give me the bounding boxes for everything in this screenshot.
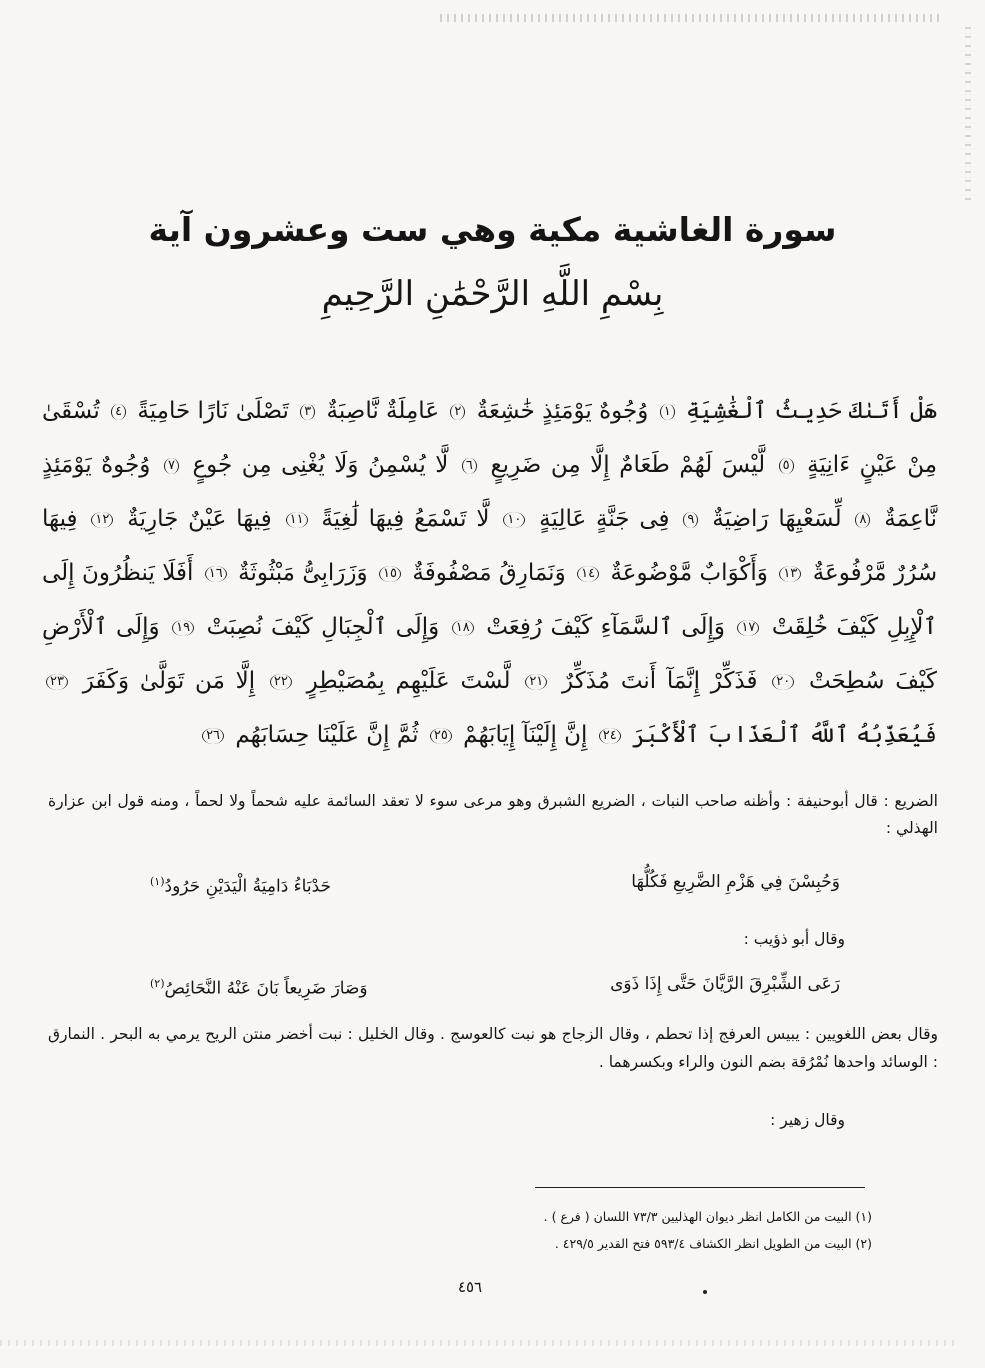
verse-number-marker: ١٤ xyxy=(577,566,599,582)
verse-text: فِى جَنَّةٍ عَالِيَةٍ xyxy=(539,506,670,532)
quran-verses-block xyxy=(42,384,937,762)
verse-number-marker: ١٧ xyxy=(737,620,759,636)
verse-text: أَفَلَا يَنظُرُونَ إِلَى ٱلْإِبِلِ كَيْفَ خُلِقَتْ xyxy=(42,560,938,640)
page-number: ٤٥٦ xyxy=(457,1278,483,1296)
verse-text: عَامِلَةٌ نَّاصِبَةٌ xyxy=(326,398,440,424)
verse-number-marker: ١٨ xyxy=(452,620,474,636)
poem-2-first-hemistich: رَعَى الشِّبْرِقَ الرَّيَّانَ حَتَّى إِذَا ذَوَى xyxy=(610,974,840,994)
verse-text: إِنَّ إِلَيْنَآ إِيَابَهُمْ xyxy=(463,722,588,748)
verse-text: تَصْلَىٰ نَارًا حَامِيَةً xyxy=(137,398,289,424)
surah-title: سورة الغاشية مكية وهي ست وعشرون آية xyxy=(148,210,837,249)
footnote-1: (١) البيت من الكامل انظر ديوان الهذليين ٧٣/٣ اللسان ( فرع ) . xyxy=(543,1209,872,1224)
poem-1-second-hemistich: حَدْبَاءُ دَامِيَةُ الْيَدَيْنِ حَرُودُ xyxy=(164,876,332,897)
verse-number-marker: ١٥ xyxy=(379,566,401,582)
verse-number-marker: ٧ xyxy=(164,458,179,474)
footnotes-list xyxy=(300,1203,872,1257)
verse-text: لِّسَعْيِهَا رَاضِيَةٌ xyxy=(712,506,842,532)
verse-text: إِلَّا مَن تَوَلَّىٰ وَكَفَرَ xyxy=(82,668,256,694)
basmala: بِسْمِ اللَّهِ الرَّحْمَٰنِ الرَّحِيمِ xyxy=(321,274,664,314)
verse-text: فَذَكِّرْ إِنَّمَآ أَنتَ مُذَكِّرٌ xyxy=(562,668,758,694)
poem-verse-2 xyxy=(150,964,840,1004)
verse-text: تُسْقَىٰ مِنْ عَيْنٍ ءَانِيَةٍ xyxy=(42,398,938,478)
verse-text: فِيهَا سُرُرٌ مَّرْفُوعَةٌ xyxy=(42,506,938,586)
verse-number-marker: ٣ xyxy=(300,404,315,420)
verse-text: وَزَرَابِىُّ مَبْثُوثَةٌ xyxy=(238,560,368,586)
scan-noise-top xyxy=(440,14,940,22)
verse-text: فَيُعَذِّبُهُ ٱللَّهُ ٱلْعَذَابَ ٱلْأَكْبَرَ xyxy=(632,722,937,748)
verse-number-marker: ٢١ xyxy=(525,674,547,690)
verse-number-marker: ١ xyxy=(660,404,675,420)
verse-number-marker: ٢٣ xyxy=(46,674,68,690)
verse-text: وَإِلَى ٱلسَّمَآءِ كَيْفَ رُفِعَتْ xyxy=(486,614,725,640)
verse-text: هَلْ أَتَىٰكَ حَدِيثُ ٱلْغَٰشِيَةِ xyxy=(686,398,938,424)
commentary-paragraph-1: الضريع : قال أبوحنيفة : وأظنه صاحب النبات ، الضريع الشبرق وهو مرعى سوء لا تعقد السائمة عليه شحماً ولا لحماً ، ومنه قول ابن عزارة الهذلي : xyxy=(48,792,938,837)
verse-number-marker: ١١ xyxy=(286,512,308,528)
verse-number-marker: ٢ xyxy=(450,404,465,420)
poem-1-second-hemistich-wrap xyxy=(150,862,331,907)
poem-2-second-hemistich: وَصَارَ ضَرِيعاً بَانَ عَنْهُ النَّحَائِصُ xyxy=(164,978,368,999)
verse-number-marker: ٢٠ xyxy=(772,674,794,690)
poem-2-second-hemistich-wrap xyxy=(150,964,368,1009)
verse-text: ثُمَّ إِنَّ عَلَيْنَا حِسَابَهُم xyxy=(235,722,419,748)
verse-text: فِيهَا عَيْنٌ جَارِيَةٌ xyxy=(127,506,272,532)
verse-text: وَإِلَى ٱلْأَرْضِ كَيْفَ سُطِحَتْ xyxy=(42,614,937,694)
verse-number-marker: ١٢ xyxy=(91,512,113,528)
verse-number-marker: ٢٢ xyxy=(270,674,292,690)
verse-number-marker: ٨ xyxy=(855,512,870,528)
poet-intro-zuhayr: وقال زهير : xyxy=(770,1111,845,1129)
scan-noise-right xyxy=(965,20,971,200)
poem-verse-1 xyxy=(150,862,840,902)
footnote-marker-2: (٢) xyxy=(150,977,165,990)
verse-number-marker: ٢٤ xyxy=(599,728,621,744)
verse-number-marker: ٢٦ xyxy=(202,728,224,744)
footnote-divider xyxy=(535,1187,865,1188)
verse-number-marker: ٦ xyxy=(462,458,477,474)
verse-text: وَنَمَارِقُ مَصْفُوفَةٌ xyxy=(412,560,566,586)
verse-text: لَّسْتَ عَلَيْهِم بِمُصَيْطِرٍ xyxy=(306,668,511,694)
verse-number-marker: ١٩ xyxy=(172,620,194,636)
scan-noise-bottom xyxy=(0,1340,960,1346)
ink-dot xyxy=(703,1290,707,1294)
commentary-paragraph-2: وقال بعض اللغويين : يبيس العرفج إذا تحطم ، وقال الزجاج هو نبت كالعوسج . وقال الخليل : نبت أخضر منتن الريح يرمي به البحر . النمارق : الوسائد واحدها نُمْرُقة بضم النون والراء وبكسرهما . xyxy=(48,1025,938,1071)
footnote-2: (٢) البيت من الطويل انظر الكشاف ٥٩٣/٤ فتح القدير ٤٢٩/٥ . xyxy=(554,1236,872,1251)
verse-number-marker: ١٦ xyxy=(205,566,227,582)
verse-text: وَإِلَى ٱلْجِبَالِ كَيْفَ نُصِبَتْ xyxy=(206,614,440,640)
poet-intro-abu-dhuayb: وقال أبو ذؤيب : xyxy=(743,930,845,948)
poem-1-first-hemistich: وَحُبِسْنَ فِي هَزْمِ الضَّرِيعِ فَكُلُّهَا xyxy=(631,872,840,892)
verse-text: لَّا تَسْمَعُ فِيهَا لَٰغِيَةً xyxy=(321,506,490,532)
verse-text: وُجُوهٌ يَوْمَئِذٍ خَٰشِعَةٌ xyxy=(476,398,649,424)
verse-number-marker: ١٣ xyxy=(779,566,801,582)
footnote-marker-1: (١) xyxy=(150,875,165,888)
verse-number-marker: ٤ xyxy=(111,404,126,420)
verse-number-marker: ٩ xyxy=(683,512,698,528)
verse-text: لَّيْسَ لَهُمْ طَعَامٌ إِلَّا مِن ضَرِيعٍ xyxy=(490,452,766,478)
verse-number-marker: ١٠ xyxy=(503,512,525,528)
verse-text: وَأَكْوَابٌ مَّوْضُوعَةٌ xyxy=(610,560,768,586)
verse-number-marker: ٢٥ xyxy=(430,728,452,744)
verse-text: وُجُوهٌ يَوْمَئِذٍ نَّاعِمَةٌ xyxy=(42,452,938,532)
verse-text: لَّا يُسْمِنُ وَلَا يُغْنِى مِن جُوعٍ xyxy=(192,452,449,478)
verse-number-marker: ٥ xyxy=(779,458,794,474)
